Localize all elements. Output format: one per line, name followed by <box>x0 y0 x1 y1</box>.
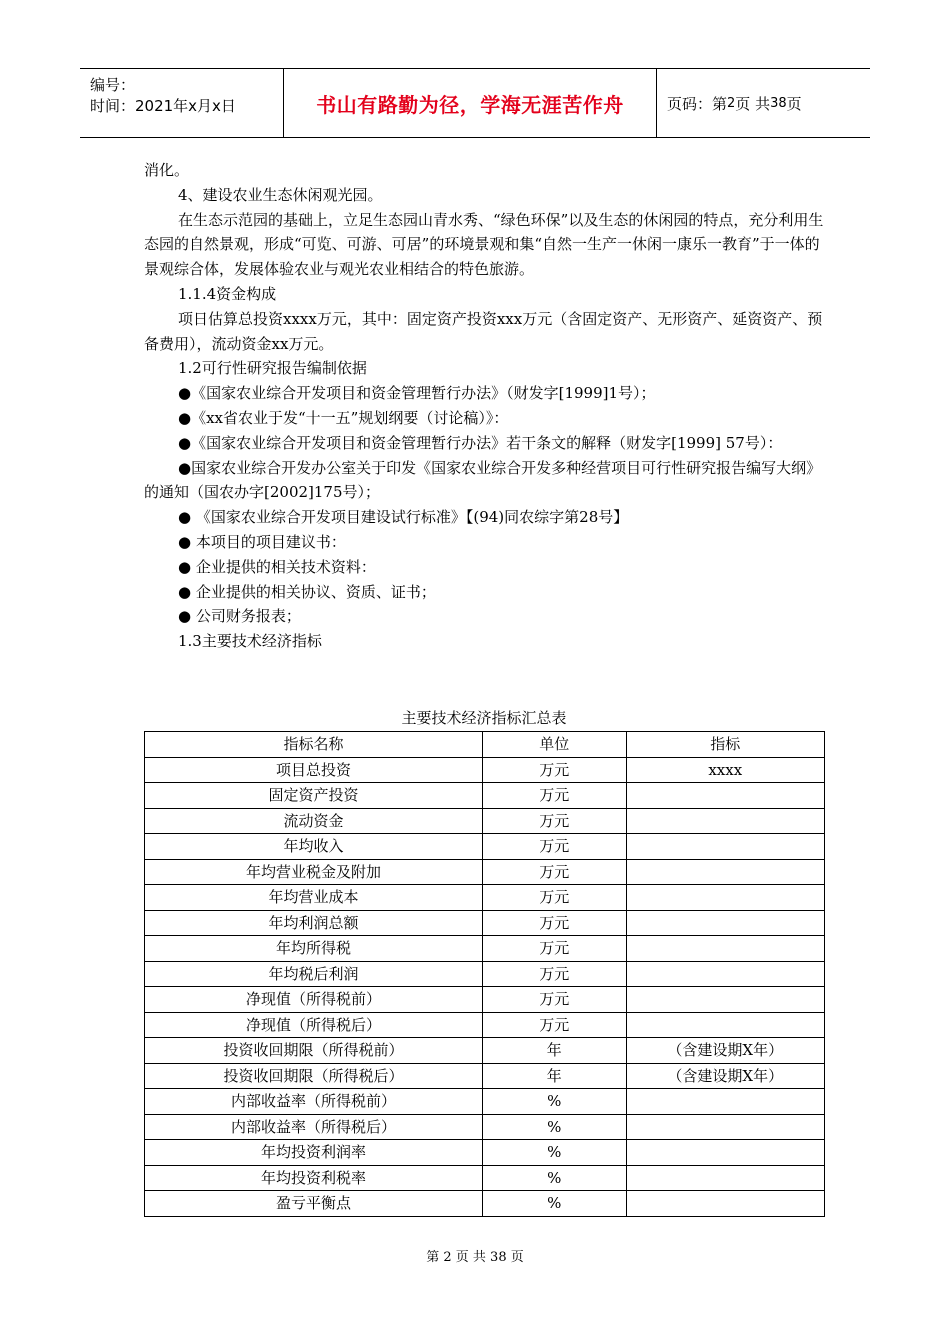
table-cell <box>626 885 824 911</box>
section-heading: 1.1.4资金构成 <box>178 284 277 303</box>
table-row <box>145 1038 825 1064</box>
table-row <box>145 1089 825 1115</box>
table-cell: xxxx <box>626 757 824 783</box>
header-page-info <box>657 69 870 137</box>
table-cell: 年均税后利润 <box>145 961 483 987</box>
list-item: ●《国家农业综合开发项目和资金管理暂行办法》若干条文的解释（财发字[1999] 57号）： <box>178 433 783 452</box>
table-cell: 净现值（所得税前） <box>145 987 483 1013</box>
header-cell: 单位 <box>482 732 626 758</box>
list-item: ● 《国家农业综合开发项目建设试行标准》【(94)同农综字第28号】 <box>178 508 629 527</box>
table-row <box>145 783 825 809</box>
table-row <box>145 757 825 783</box>
table-cell: 内部收益率（所得税前） <box>145 1089 483 1115</box>
table-cell: （含建设期X年） <box>626 1063 824 1089</box>
indicator-table <box>144 731 825 1217</box>
list-item: ● 企业提供的相关技术资料： <box>178 557 376 576</box>
table-cell: 年均营业成本 <box>145 885 483 911</box>
table-row <box>145 961 825 987</box>
doc-number-label: 编号： <box>90 76 136 94</box>
table-cell: 投资收回期限（所得税后） <box>145 1063 483 1089</box>
list-item: ●《xx省农业于发“十一五”规划纲要（讨论稿）》： <box>178 408 509 427</box>
table-row <box>145 834 825 860</box>
page-footer: 第 2 页 共 38 页 <box>426 1250 524 1265</box>
table-cell <box>626 1089 824 1115</box>
table-cell: 万元 <box>482 987 626 1013</box>
table-cell: 年均投资利税率 <box>145 1165 483 1191</box>
table-cell: 投资收回期限（所得税前） <box>145 1038 483 1064</box>
page-total: 38 <box>770 95 787 111</box>
table-row <box>145 910 825 936</box>
table-cell: 净现值（所得税后） <box>145 1012 483 1038</box>
table-cell: % <box>482 1165 626 1191</box>
table-cell: 年均投资利润率 <box>145 1140 483 1166</box>
paragraph: 4、建设农业生态休闲观光园。 <box>178 185 383 204</box>
page-mid-label: 页 共 <box>735 94 771 113</box>
paragraph: 项日估算总投资xxxx万元，其中：固定资产投资xxx万元（含固定资产、无形资产、延资资产、预备费用），流动资金xx万元。 <box>144 309 823 353</box>
table-row <box>145 1063 825 1089</box>
table-cell <box>626 936 824 962</box>
list-item: ●《国家农业综合开发项目和资金管理暂行办法》（财发字[1999]1号）； <box>178 384 656 403</box>
table-row <box>145 1140 825 1166</box>
table-cell: 万元 <box>482 961 626 987</box>
date-label: 时间：2021年x月x日 <box>90 97 236 115</box>
table-cell: 盈亏平衡点 <box>145 1191 483 1217</box>
table-row <box>145 885 825 911</box>
table-cell <box>626 834 824 860</box>
table-cell: 万元 <box>482 834 626 860</box>
paragraph: 消化。 <box>144 161 190 179</box>
paragraph: 在生态示范园的基础上，立足生态园山青水秀、“绿色环保”以及生态的休闲园的特点，充分利用生态园的自然景观，形成“可览、可游、可居”的环境景观和集“自然一生产一休闲一康乐一教育”于一体的景观综合体，发展体验农业与观光农业相结合的特色旅游。 <box>144 210 824 279</box>
table-row <box>145 987 825 1013</box>
page-header <box>80 68 870 138</box>
table-row <box>145 1191 825 1217</box>
table-cell: % <box>482 1140 626 1166</box>
page-label: 页码：第 <box>667 94 728 113</box>
table-cell <box>626 910 824 936</box>
table-cell: 流动资金 <box>145 808 483 834</box>
section-heading: 1.2可行性研究报告编制依据 <box>178 359 367 378</box>
table-cell: 年 <box>482 1063 626 1089</box>
header-meta <box>80 69 284 137</box>
table-cell: % <box>482 1191 626 1217</box>
table-cell: % <box>482 1089 626 1115</box>
table-cell <box>626 987 824 1013</box>
table-cell: 内部收益率（所得税后） <box>145 1114 483 1140</box>
table-cell: 万元 <box>482 783 626 809</box>
table-cell: 万元 <box>482 808 626 834</box>
table-cell: 万元 <box>482 910 626 936</box>
table-cell: 年均营业税金及附加 <box>145 859 483 885</box>
table-cell: 项目总投资 <box>145 757 483 783</box>
table-cell <box>626 1165 824 1191</box>
table-cell: 年 <box>482 1038 626 1064</box>
table-cell <box>626 1191 824 1217</box>
list-item: ● 公司财务报表； <box>178 607 301 626</box>
table-title: 主要技术经济指标汇总表 <box>401 709 567 727</box>
table-cell: 万元 <box>482 885 626 911</box>
header-cell: 指标名称 <box>145 732 483 758</box>
table-cell: 年均收入 <box>145 834 483 860</box>
table-body <box>145 757 825 1216</box>
page-end-label: 页 <box>786 94 802 113</box>
table-row <box>145 936 825 962</box>
table-cell: 固定资产投资 <box>145 783 483 809</box>
table-row <box>145 1165 825 1191</box>
table-row <box>145 859 825 885</box>
document-body <box>144 158 824 654</box>
table-row <box>145 1012 825 1038</box>
table-cell: 年均利润总额 <box>145 910 483 936</box>
table-cell <box>626 961 824 987</box>
table-cell <box>626 808 824 834</box>
page-number: 2 <box>727 95 736 111</box>
table-cell <box>626 783 824 809</box>
header-motto: 书山有路勤为径，学海无涯苦作舟 <box>284 69 657 137</box>
table-cell: 年均所得税 <box>145 936 483 962</box>
table-header-row <box>145 732 825 758</box>
table-cell: 万元 <box>482 757 626 783</box>
list-item: ● 企业提供的相关协议、资质、证书； <box>178 582 436 601</box>
table-cell <box>626 1114 824 1140</box>
header-cell: 指标 <box>626 732 824 758</box>
list-item: ●国家农业综合开发办公室关于印发《国家农业综合开发多种经营项目可行性研究报告编写大纲》的通知（国农办字[2002]175号）； <box>144 458 822 502</box>
section-heading: 1.3主要技术经济指标 <box>178 632 322 651</box>
table-cell: 万元 <box>482 936 626 962</box>
table-cell <box>626 859 824 885</box>
table-row <box>145 1114 825 1140</box>
list-item: ● 本项目的项目建议书： <box>178 532 346 551</box>
table-cell <box>626 1140 824 1166</box>
table-cell: 万元 <box>482 1012 626 1038</box>
table-cell <box>626 1012 824 1038</box>
table-cell: （含建设期X年） <box>626 1038 824 1064</box>
table-cell: % <box>482 1114 626 1140</box>
table-cell: 万元 <box>482 859 626 885</box>
table-row <box>145 808 825 834</box>
